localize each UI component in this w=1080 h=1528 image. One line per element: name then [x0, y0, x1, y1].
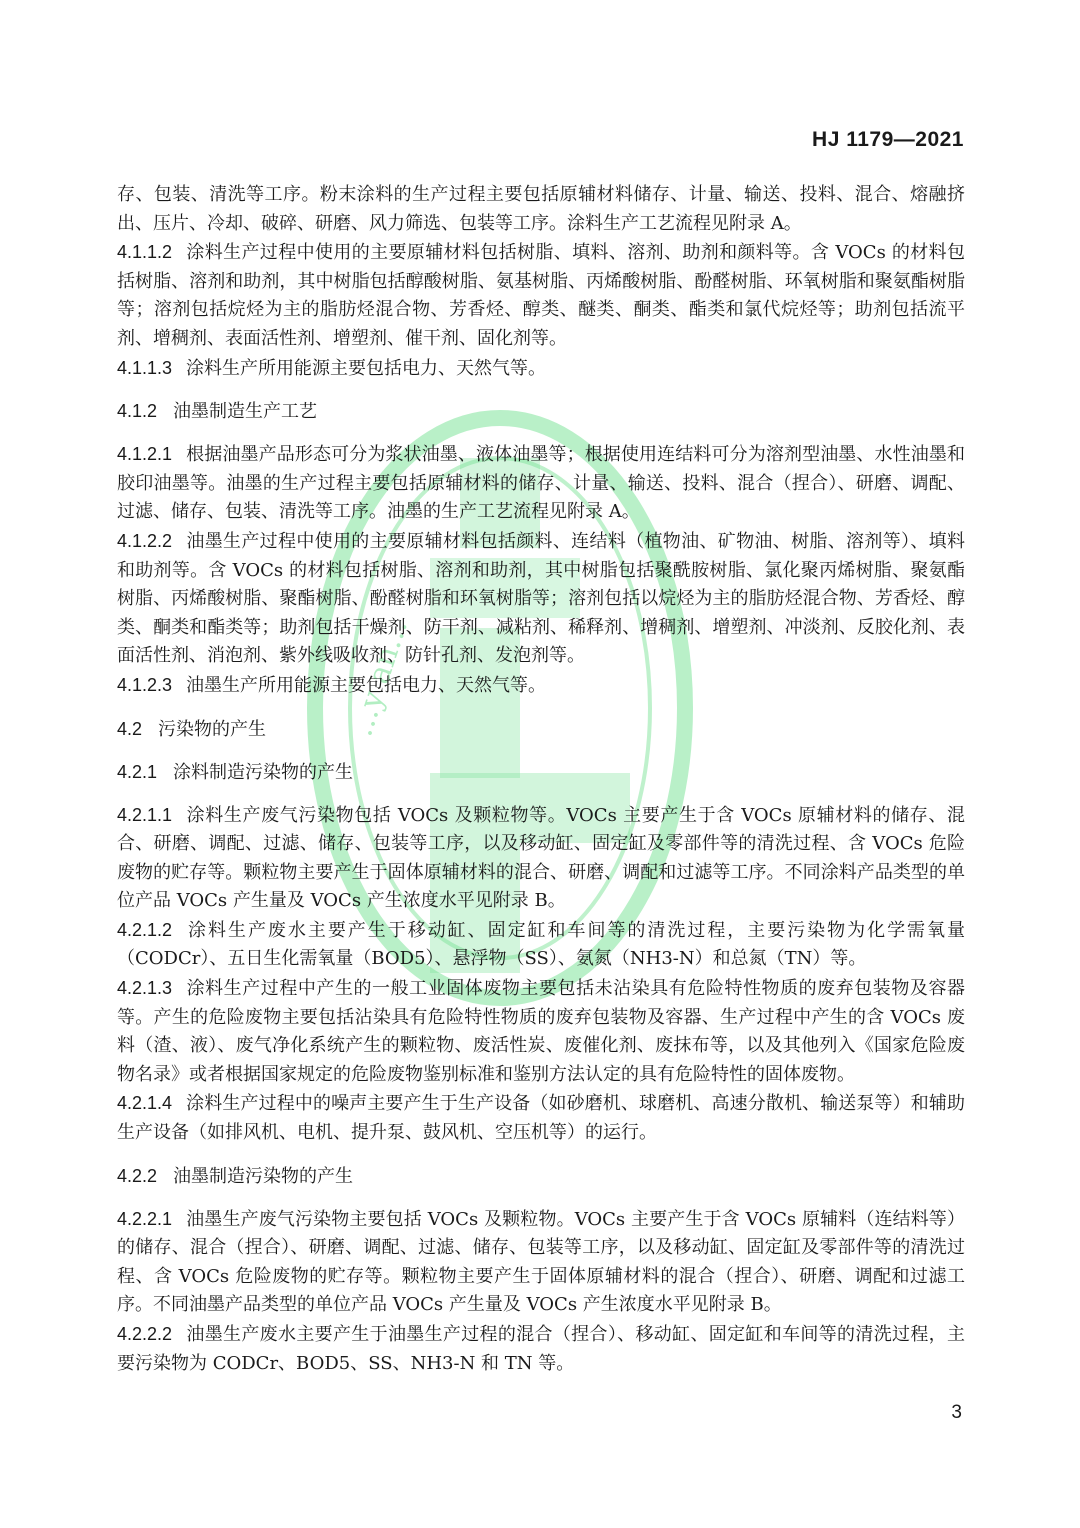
paragraph-text: 涂料生产废气污染物包括 VOCs 及颗粒物等。VOCs 主要产生于含 VOCs 原辅材料的储存、混合、研磨、调配、过滤、储存、包装等工序，以及移动缸、固定缸及零部件等的清洗过程、含 VOCs 危险废物的贮存等。颗粒物主要产生于固体原辅材料的混合、研磨、调配和过滤等工序。不同涂料产品类型的单位产品 VOCs 产生量及 VOCs 产生浓度水平见附录 B。 — [117, 804, 965, 912]
paragraph — [117, 440, 965, 527]
clause-number: 4.2.1.3 — [117, 978, 173, 999]
section-heading — [117, 715, 965, 744]
paragraph — [117, 181, 965, 238]
paragraph-text: 涂料生产过程中使用的主要原辅材料包括树脂、填料、溶剂、助剂和颜料等。含 VOCs 的材料包括树脂、溶剂和助剂，其中树脂包括醇酸树脂、氨基树脂、丙烯酸树脂、酚醛树脂、环氧树脂和聚氨酯树脂等；溶剂包括烷烃为主的脂肪烃混合物、芳香烃、醇类、醚类、酮类、酯类和氯代烷烃等；助剂包括流平剂、增稠剂、表面活性剂、增塑剂、催干剂、固化剂等。 — [117, 242, 965, 349]
page-number: 3 — [951, 1402, 962, 1423]
clause-number: 4.2.1.2 — [117, 919, 173, 940]
clause-number: 4.1.2.1 — [117, 444, 173, 465]
section-heading — [117, 397, 965, 426]
heading-text: 污染物的产生 — [158, 718, 267, 740]
paragraph-text: 油墨生产废水主要产生于油墨生产过程的混合（捏合）、移动缸、固定缸和车间等的清洗过程，主要污染物为 CODCr、BOD5、SS、NH3-N 和 TN 等。 — [117, 1324, 965, 1374]
paragraph — [117, 527, 965, 671]
clause-number: 4.2.1.1 — [117, 804, 173, 825]
clause-number: 4.2.1 — [117, 761, 158, 782]
clause-number: 4.1.2.2 — [117, 530, 173, 551]
clause-number: 4.2.1.4 — [117, 1093, 173, 1114]
paragraph-text: 油墨生产废气污染物主要包括 VOCs 及颗粒物。VOCs 主要产生于含 VOCs 原辅料（连结料等）的储存、混合（捏合）、研磨、调配、过滤、储存、包装等工序，以及移动缸、固定缸及零部件等的清洗过程、含 VOCs 危险废物的贮存等。颗粒物主要产生于固体原辅材料的混合（捏合）、研磨、调配和过滤工序。不同油墨产品类型的单位产品 VOCs 产生量及 VOCs 产生浓度水平见附录 B。 — [117, 1208, 965, 1316]
paragraph-text: 存、包装、清洗等工序。粉末涂料的生产过程主要包括原辅材料储存、计量、输送、投料、混合、熔融挤出、压片、冷却、破碎、研磨、风力筛选、包装等工序。涂料生产工艺流程见附录 A。 — [117, 184, 965, 234]
paragraph — [117, 1089, 965, 1147]
watermark-text: ...y an... — [344, 614, 415, 741]
standard-code: HJ 1179—2021 — [812, 128, 964, 151]
paragraph-text: 涂料生产过程中产生的一般工业固体废物主要包括未沾染具有危险特性物质的废弃包装物及容器等。产生的危险废物主要包括沾染具有危险特性物质的废弃包装物及容器、生产过程中产生的含 VOCs 废料（渣、液）、废气净化系统产生的颗粒物、废活性炭、废催化剂、废抹布等，以及其他列入《国家危险废物名录》或者根据国家规定的危险废物鉴别标准和鉴别方法认定的具有危险特性的固体废物。 — [117, 978, 965, 1085]
clause-number: 4.1.1.3 — [117, 357, 173, 378]
paragraph — [117, 354, 965, 384]
heading-text: 油墨制造生产工艺 — [173, 401, 318, 423]
paragraph-text: 根据油墨产品形态可分为浆状油墨、液体油墨等；根据使用连结料可分为溶剂型油墨、水性油墨和胶印油墨等。油墨的生产过程主要包括原辅材料的储存、计量、输送、投料、混合（捏合）、研磨、调配、过滤、储存、包装、清洗等工序。油墨的生产工艺流程见附录 A。 — [117, 444, 965, 523]
section-heading — [117, 758, 965, 787]
section-heading — [117, 1162, 965, 1191]
paragraph — [117, 974, 965, 1089]
paragraph — [117, 1205, 965, 1320]
document-body — [117, 181, 965, 1378]
clause-number: 4.1.1.2 — [117, 242, 173, 263]
paragraph-text: 油墨生产所用能源主要包括电力、天然气等。 — [186, 674, 547, 696]
paragraph-text: 油墨生产过程中使用的主要原辅材料包括颜料、连结料（植物油、矿物油、树脂、溶剂等）、填料和助剂等。含 VOCs 的材料包括树脂、溶剂和助剂，其中树脂包括聚酰胺树脂、氯化聚丙烯树脂、聚氨酯树脂、丙烯酸树脂、聚酯树脂、酚醛树脂和环氧树脂等；溶剂包括以烷烃为主的脂肪烃混合物、芳香烃、醇类、酮类和酯类等；助剂包括干燥剂、防干剂、减粘剂、稀释剂、增稠剂、增塑剂、冲淡剂、反胶化剂、表面活性剂、消泡剂、紫外线吸收剂、防针孔剂、发泡剂等。 — [117, 530, 965, 667]
heading-text: 涂料制造污染物的产生 — [173, 761, 354, 783]
clause-number: 4.2.2 — [117, 1165, 158, 1186]
clause-number: 4.2.2.2 — [117, 1324, 173, 1344]
paragraph-text: 涂料生产所用能源主要包括电力、天然气等。 — [186, 357, 547, 379]
paragraph — [117, 1320, 965, 1378]
clause-number: 4.1.2.3 — [117, 674, 173, 695]
clause-number: 4.2.2.1 — [117, 1208, 173, 1229]
paragraph — [117, 801, 965, 916]
paragraph-text: 涂料生产废水主要产生于移动缸、固定缸和车间等的清洗过程，主要污染物为化学需氧量（CODCr）、五日生化需氧量（BOD5）、悬浮物（SS）、氨氮（NH3-N）和总氮（TN）等。 — [117, 919, 965, 970]
clause-number: 4.1.2 — [117, 401, 158, 422]
paragraph — [117, 671, 965, 701]
paragraph — [117, 916, 965, 974]
heading-text: 油墨制造污染物的产生 — [173, 1165, 354, 1187]
paragraph-text: 涂料生产过程中的噪声主要产生于生产设备（如砂磨机、球磨机、高速分散机、输送泵等）和辅助生产设备（如排风机、电机、提升泵、鼓风机、空压机等）的运行。 — [117, 1093, 965, 1144]
clause-number: 4.2 — [117, 718, 143, 739]
paragraph — [117, 238, 965, 353]
